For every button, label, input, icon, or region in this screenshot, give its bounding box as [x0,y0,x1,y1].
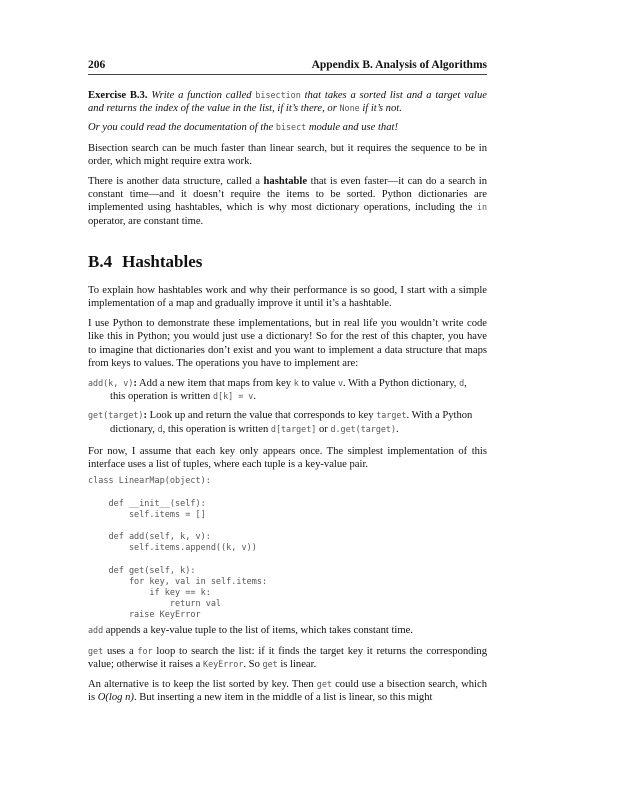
paragraph-hashtable-intro: There is another data structure, called a hashtable that is even faster—it can do a search in constant time—and it doesn’t require the items to be sorted. Python dictionaries are implemented using hashtables, which is why most dictionary operations, including the in operator, are constant time. [88,176,488,227]
paragraph-assumption: For now, I assume that each key only appears once. The simplest implementation of this interface uses a list of tuples, where each tuple is a key-value pair. [88,445,487,471]
definition-term: add(k, v) [88,378,134,389]
definition-term: get(target) [88,410,144,421]
section-heading [88,252,487,272]
paragraph-add: add appends a key-value tuple to the list of items, which takes constant time. [88,625,413,637]
term-hashtable: hashtable [263,176,308,188]
paragraph-explain: To explain how hashtables work and why their performance is so good, I start with a simple implementation of a map and gradually improve it until it’s a hashtable. [88,284,487,310]
inline-code: bisection [255,90,301,100]
paragraph-alternative: An alternative is to keep the list sorted by key. Then get could use a bisection search, which is O(log n). But inserting a new item in the middle of a list is linear, so this might [88,678,487,704]
section-title: Hashtables [122,251,203,271]
paragraph-get: get uses a for loop to search the list: if it finds the target key it returns the corresponding value; otherwise it raises a KeyError. So get is linear. [88,645,487,670]
definition-get: get(target): Look up and return the value that corresponds to key target. With a Python dictionary, d, this operation is written d[target] or d.get(target). [88,410,473,435]
paragraph-bisection: Bisection search can be much faster than linear search, but it requires the sequence to be in order, which might require extra work. [88,142,487,167]
inline-code: bisect [275,122,307,133]
inline-code: None [339,103,360,114]
section-number: B.4 [88,251,113,271]
page-number: 206 [88,59,106,71]
code-block-linearmap: class LinearMap(object): def __init__(self): self.items = [] def add(self, k, v): self.items.append((k, v)) def get(self, k): for key, val in self.items: if key == k: return val raise KeyError [88,476,268,621]
paragraph-python-demo: I use Python to demonstrate these implementations, but in real life you wouldn’t write code like this in Python; you would just use a dictionary! So for the rest of this chapter, you have to imagine that dictionaries don’t exist and you want to implement a data structure that maps from keys to values. The operations you have to implement are: [88,318,487,369]
exercise-note: Or you could read the documentation of the bisect module and use that! [88,122,398,134]
running-header [88,58,487,75]
exercise-statement: Exercise B.3. Write a function called bisection that takes a sorted list and a target value and returns the index of the value in the list, if it’s there, or None if it’s not. [88,90,488,115]
running-title: Appendix B. Analysis of Algorithms [311,59,487,71]
definition-add: add(k, v): Add a new item that maps from key k to value v. With a Python dictionary, d, this operation is written d[k] = v. [88,378,467,403]
book-page [88,58,487,704]
math-complexity: O(log n) [97,692,134,704]
inline-code: in [476,202,488,213]
exercise-label: Exercise B.3. [88,90,148,101]
